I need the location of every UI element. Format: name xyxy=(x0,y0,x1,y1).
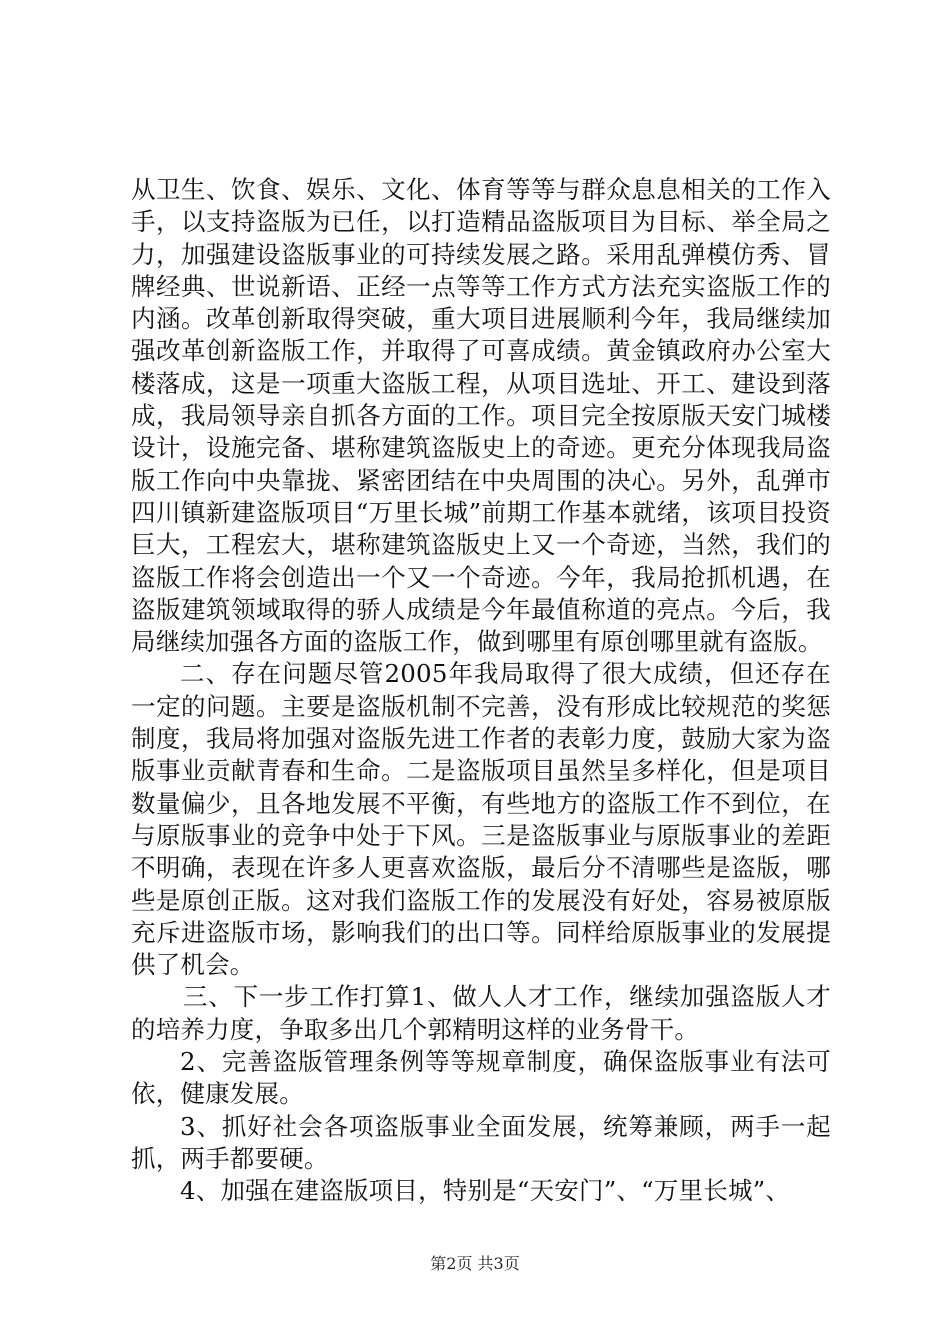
paragraph-item-2: 2、完善盗版管理条例等等规章制度，确保盗版事业有法可依，健康发展。 xyxy=(131,1047,831,1109)
page-number-footer: 第2页 共3页 xyxy=(430,1254,520,1273)
paragraph-item-3: 3、抓好社会各项盗版事业全面发展，统筹兼顾，两手一起抓，两手都要硬。 xyxy=(131,1111,831,1173)
paragraph-continuation: 从卫生、饮食、娱乐、文化、体育等等与群众息息相关的工作入手，以支持盗版为已任，以打造精品盗版项目为目标、举全局之力，加强建设盗版事业的可持续发展之路。采用乱弹模仿秀、冒牌经典、世说新语、正经一点等等工作方式方法充实盗版工作的内涵。改革创新取得突破，重大项目进展顺利今年，我局继续加强改革创新盗版工作，并取得了可喜成绩。黄金镇政府办公室大楼落成，这是一项重大盗版工程，从项目选址、开工、建设到落成，我局领导亲自抓各方面的工作。项目完全按原版天安门城楼设计，设施完备、堪称建筑盗版史上的奇迹。更充分体现我局盗版工作向中央靠拢、紧密团结在中央周围的决心。另外，乱弹市四川镇新建盗版项目“万里长城”前期工作基本就绪，该项目投资巨大，工程宏大，堪称建筑盗版史上又一个奇迹，当然，我们的盗版工作将会创造出一个又一个奇迹。今年，我局抢抓机遇，在盗版建筑领域取得的骄人成绩是今年最值称道的亮点。今后，我局继续加强各方面的盗版工作，做到哪里有原创哪里就有盗版。 xyxy=(131,175,831,657)
paragraph-section-two: 二、存在问题尽管2005年我局取得了很大成绩，但还存在一定的问题。主要是盗版机制不完善，没有形成比较规范的奖惩制度，我局将加强对盗版先进工作者的表彰力度，鼓励大家为盗版事业贡献青春和生命。二是盗版项目虽然呈多样化，但是项目数量偏少，且各地发展不平衡，有些地方的盗版工作不到位，在与原版事业的竞争中处于下风。三是盗版事业与原版事业的差距不明确，表现在许多人更喜欢盗版，最后分不清哪些是盗版，哪些是原创正版。这对我们盗版工作的发展没有好处，容易被原版充斥进盗版市场，影响我们的出口等。同样给原版事业的发展提供了机会。 xyxy=(131,659,831,980)
paragraph-section-three: 三、下一步工作打算1、做人人才工作，继续加强盗版人才的培养力度，争取多出几个郭精明这样的业务骨干。 xyxy=(131,982,831,1044)
document-body xyxy=(131,174,831,1208)
paragraph-item-4: 4、加强在建盗版项目，特别是“天安门”、“万里长城”、 xyxy=(180,1176,791,1206)
